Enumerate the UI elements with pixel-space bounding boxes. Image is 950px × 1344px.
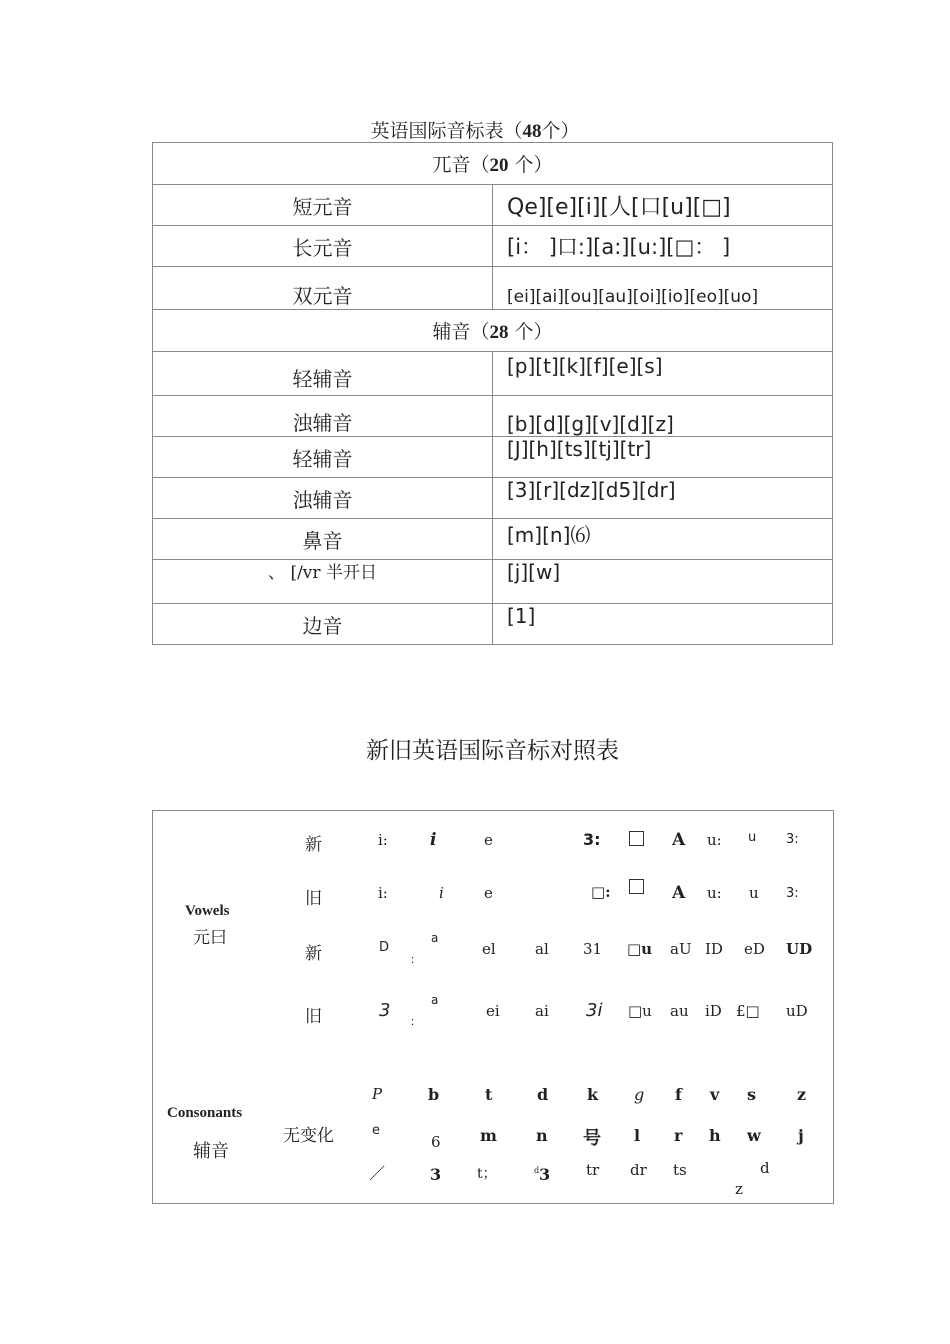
symbol: au (670, 1002, 689, 1020)
symbol: ： (410, 953, 421, 966)
vowels-label-zh: 元曰 (193, 928, 227, 948)
symbol: 3: (583, 830, 601, 849)
symbol: □: (591, 883, 611, 901)
row-value: [J][h][ts][tj][tr] (493, 437, 833, 478)
symbol: v (710, 1085, 720, 1104)
consonant-header-row (153, 310, 833, 352)
symbol: P (372, 1085, 383, 1103)
row-value: [p][t][k][f][e][s] (493, 352, 833, 396)
row-label: 长元音 (153, 226, 493, 267)
symbol: aU (670, 940, 692, 958)
table-row (153, 267, 833, 310)
symbol: u: (707, 831, 722, 849)
symbol: t； (477, 1166, 497, 1182)
symbol: ID (705, 940, 723, 958)
row-label: 短元音 (153, 185, 493, 226)
row-label-old: 旧 (305, 889, 322, 909)
row-label: 轻辅音 (153, 352, 493, 396)
symbol: g (634, 1085, 645, 1104)
symbol: e (372, 1123, 380, 1138)
consonant-header: 辅音（28 个） (153, 310, 833, 352)
symbol: i: (378, 831, 388, 849)
table-row (153, 437, 833, 478)
symbol: m (480, 1126, 497, 1145)
symbol: eD (744, 940, 765, 958)
row-label: 浊辅音 (153, 478, 493, 519)
symbol: 3 (430, 1165, 442, 1184)
comparison-table (152, 810, 834, 1204)
table-row (153, 560, 833, 604)
symbol: w (747, 1126, 761, 1145)
symbol: e (484, 884, 493, 902)
consonants-label-en: Consonants (167, 1105, 243, 1121)
symbol: i (439, 884, 444, 902)
symbol: k (587, 1085, 599, 1104)
symbol: D (379, 940, 390, 955)
symbol: i (430, 830, 437, 850)
symbol: ： (410, 1015, 421, 1028)
row-value: [3][r][dz][d5][dr] (493, 478, 833, 519)
row-label: 浊辅音 (153, 396, 493, 437)
symbol: u (749, 884, 759, 902)
row-value: [i： ]口:][a:][u:][□： ] (493, 226, 833, 267)
table-row (153, 352, 833, 396)
row-value: [b][d][g][v][d][z] (493, 396, 833, 437)
symbol: £□ (736, 1002, 760, 1020)
row-label: 边音 (153, 604, 493, 645)
symbol: al (535, 940, 549, 958)
square-symbol (629, 831, 644, 850)
symbol: b (428, 1085, 440, 1104)
row-label-old: 旧 (305, 1007, 322, 1027)
symbol: a (431, 993, 439, 1007)
symbol: A (672, 883, 686, 903)
symbol: 3i (586, 1000, 603, 1021)
table-row (153, 604, 833, 645)
symbol: ／ (369, 1164, 386, 1183)
symbol: z (797, 1085, 807, 1104)
symbol: e (484, 831, 493, 849)
vowels-label-en: Vowels (185, 903, 230, 919)
symbol: dr (630, 1161, 647, 1179)
symbol: 3 (539, 1165, 551, 1184)
symbol: i: (378, 884, 388, 902)
vowel-header-row (153, 143, 833, 185)
symbol: j (798, 1126, 804, 1145)
symbol: n (536, 1126, 548, 1145)
symbol: s (747, 1085, 757, 1104)
symbol: h (709, 1126, 721, 1145)
row-value: [m][n]⑹ (493, 519, 833, 560)
symbol: uD (786, 1002, 808, 1020)
table2-title: 新旧英语国际音标对照表 (366, 738, 619, 764)
symbol: □u (627, 940, 653, 958)
symbol: t (485, 1085, 493, 1104)
square-symbol (629, 879, 644, 898)
symbol: r (674, 1126, 683, 1145)
symbol: 31 (583, 940, 603, 958)
row-value: [ei][ai][ou][au][oi][io][eo][uo] (493, 267, 833, 310)
row-label-new: 新 (305, 835, 322, 855)
vowel-header: 兀音（20 个） (153, 143, 833, 185)
table-row (153, 396, 833, 437)
row-label-nochange: 无变化 (283, 1126, 334, 1146)
row-label-new: 新 (305, 944, 322, 964)
symbol: f (675, 1085, 682, 1104)
symbol: 6 (431, 1133, 441, 1151)
symbol: 号 (583, 1128, 601, 1149)
table1-title: 英语国际音标表（48个） (370, 120, 580, 142)
row-label: 双元音 (153, 267, 493, 310)
symbol: UD (786, 940, 813, 958)
symbol: ei (486, 1002, 500, 1020)
symbol: 3: (786, 886, 799, 901)
symbol: iD (705, 1002, 722, 1020)
symbol: z (735, 1180, 743, 1198)
row-label: 轻辅音 (153, 437, 493, 478)
symbol: ts (673, 1161, 687, 1179)
symbol: l (634, 1126, 641, 1145)
row-value: [1] (493, 604, 833, 645)
row-value: Qe][e][i][人[口[u][□] (493, 185, 833, 226)
symbol: u (748, 830, 757, 845)
symbol: d (534, 1166, 540, 1175)
symbol: el (482, 940, 496, 958)
symbol: 3 (379, 1000, 391, 1021)
consonants-label-zh: 辅音 (193, 1141, 229, 1162)
table-row (153, 478, 833, 519)
row-value: [j][w] (493, 560, 833, 604)
symbol: A (672, 830, 686, 850)
table-row (153, 519, 833, 560)
symbol: u: (707, 884, 722, 902)
table-row (153, 185, 833, 226)
symbol: d (760, 1159, 770, 1177)
symbol: tr (586, 1161, 600, 1179)
symbol: □u (628, 1002, 652, 1020)
row-label: 、 [/vr 半开日 (153, 560, 493, 604)
symbol: 3: (786, 832, 799, 847)
symbol: d (537, 1085, 549, 1104)
symbol: ai (535, 1002, 549, 1020)
symbol: a (431, 931, 439, 945)
table-row (153, 226, 833, 267)
row-label: 鼻音 (153, 519, 493, 560)
phonetic-table (152, 142, 833, 645)
